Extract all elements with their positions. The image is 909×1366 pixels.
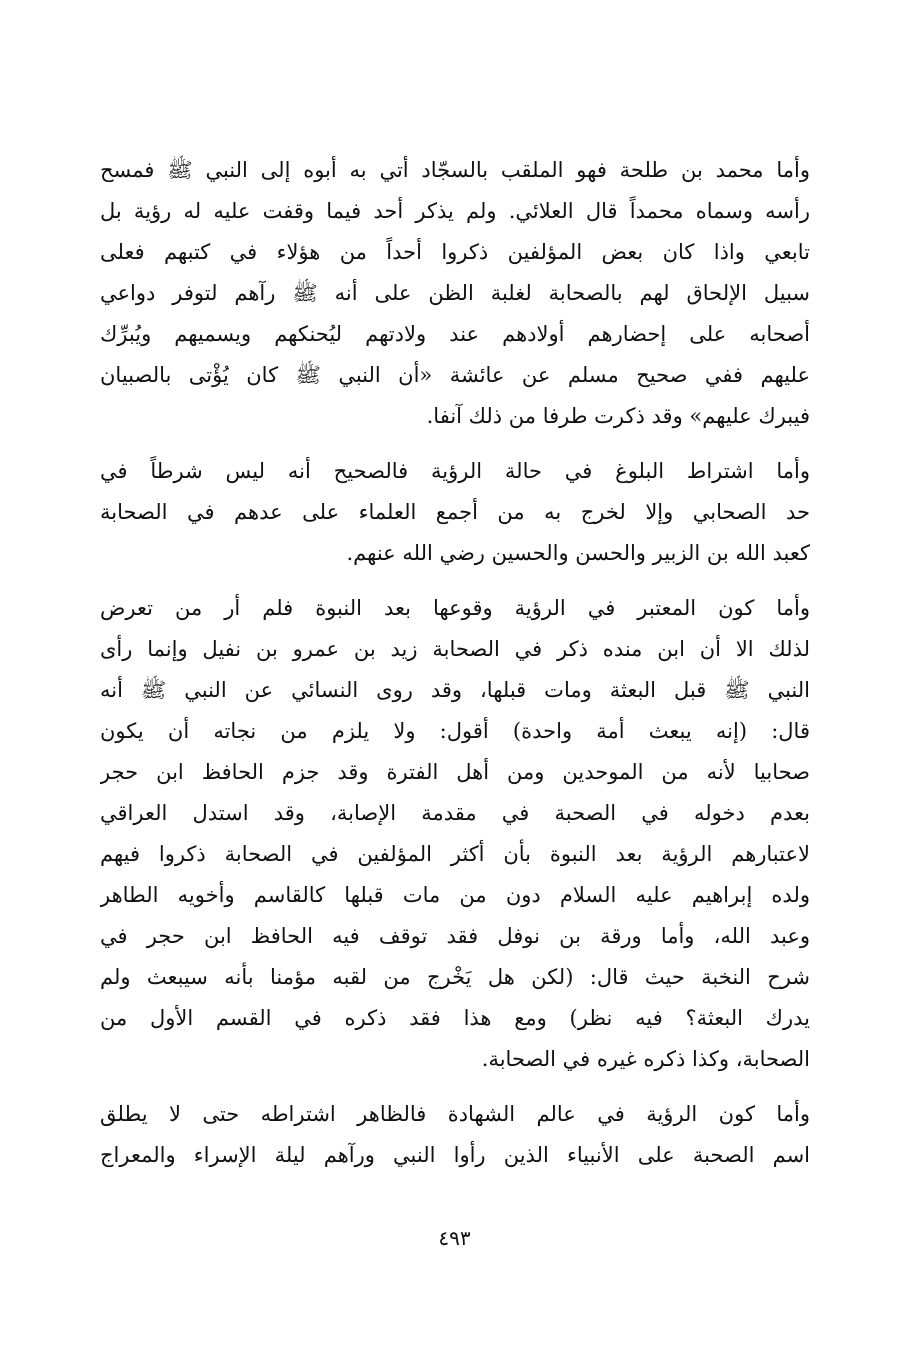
paragraph-muhammad-bin-talha [100, 150, 810, 437]
text-line: كعبد الله بن الزبير والحسن والحسين رضي الله عنهم. [346, 541, 810, 565]
paragraph-after-prophethood [100, 588, 810, 1080]
text-line: الصحابة، وكذا ذكره غيره في الصحابة. [481, 1047, 810, 1071]
text-line: فيبرك عليهم» وقد ذكرت طرفا من ذلك آنفا. [426, 404, 810, 428]
text-line: وعبد الله، وأما ورقة بن نوفل فقد توقف فيه الحافظ ابن حجر في [100, 924, 810, 948]
text-line: النبي ﷺ قبل البعثة ومات قبلها، وقد روى النسائي عن النبي ﷺ أنه [100, 678, 810, 702]
text-line: يدرك البعثة؟ فيه نظر) ومع هذا فقد ذكره في القسم الأول من [100, 1006, 810, 1030]
text-line: سبيل الإلحاق لهم بالصحابة لغلبة الظن على أنه ﷺ رآهم لتوفر دواعي [100, 281, 810, 305]
text-line: وأما محمد بن طلحة فهو الملقب بالسجّاد أتي به أبوه إلى النبي ﷺ فمسح [100, 158, 810, 182]
page-number: ٤٩٣ [438, 1226, 471, 1250]
text-line: تابعي واذا كان بعض المؤلفين ذكروا أحداً من هؤلاء في كتبهم فعلى [100, 240, 810, 264]
text-line: اسم الصحبة على الأنبياء الذين رأوا النبي ورآهم ليلة الإسراء والمعراج [100, 1143, 810, 1167]
paragraph-puberty-condition [100, 451, 810, 574]
text-line: أصحابه على إحضارهم أولادهم عند ولادتهم ليُحنكهم ويسميهم ويُبرِّك [100, 322, 810, 346]
text-line: قال: (إنه يبعث أمة واحدة) أقول: ولا يلزم من نجاته أن يكون [100, 719, 810, 743]
text-line: ولده إبراهيم عليه السلام دون من مات قبلها كالقاسم وأخويه الطاهر [100, 883, 810, 907]
text-line: وأما كون الرؤية في عالم الشهادة فالظاهر اشتراطه حتى لا يطلق [100, 1102, 810, 1126]
text-line: لذلك الا أن ابن منده ذكر في الصحابة زيد بن عمرو بن نفيل وإنما رأى [100, 637, 810, 661]
text-line: صحابيا لأنه من الموحدين ومن أهل الفترة وقد جزم الحافظ ابن حجر [100, 760, 810, 784]
text-line: بعدم دخوله في الصحبة في مقدمة الإصابة، وقد استدل العراقي [100, 801, 810, 825]
main-text [100, 150, 810, 1190]
text-line: عليهم ففي صحيح مسلم عن عائشة «أن النبي ﷺ كان يُؤْتى بالصبيان [100, 363, 810, 387]
paragraph-world-of-witness [100, 1094, 810, 1176]
text-line: حد الصحابي وإلا لخرج به من أجمع العلماء على عدهم في الصحابة [100, 500, 810, 524]
text-line: شرح النخبة حيث قال: (لكن هل يَخْرج من لقبه مؤمنا بأنه سيبعث ولم [100, 965, 810, 989]
text-line: وأما كون المعتبر في الرؤية وقوعها بعد النبوة فلم أر من تعرض [100, 596, 810, 620]
text-line: رأسه وسماه محمداً قال العلائي. ولم يذكر أحد فيما وقفت عليه له رؤية بل [100, 199, 810, 223]
text-line: لاعتبارهم الرؤية بعد النبوة بأن أكثر المؤلفين في الصحابة ذكروا فيهم [100, 842, 810, 866]
text-line: وأما اشتراط البلوغ في حالة الرؤية فالصحيح أنه ليس شرطاً في [100, 459, 810, 483]
